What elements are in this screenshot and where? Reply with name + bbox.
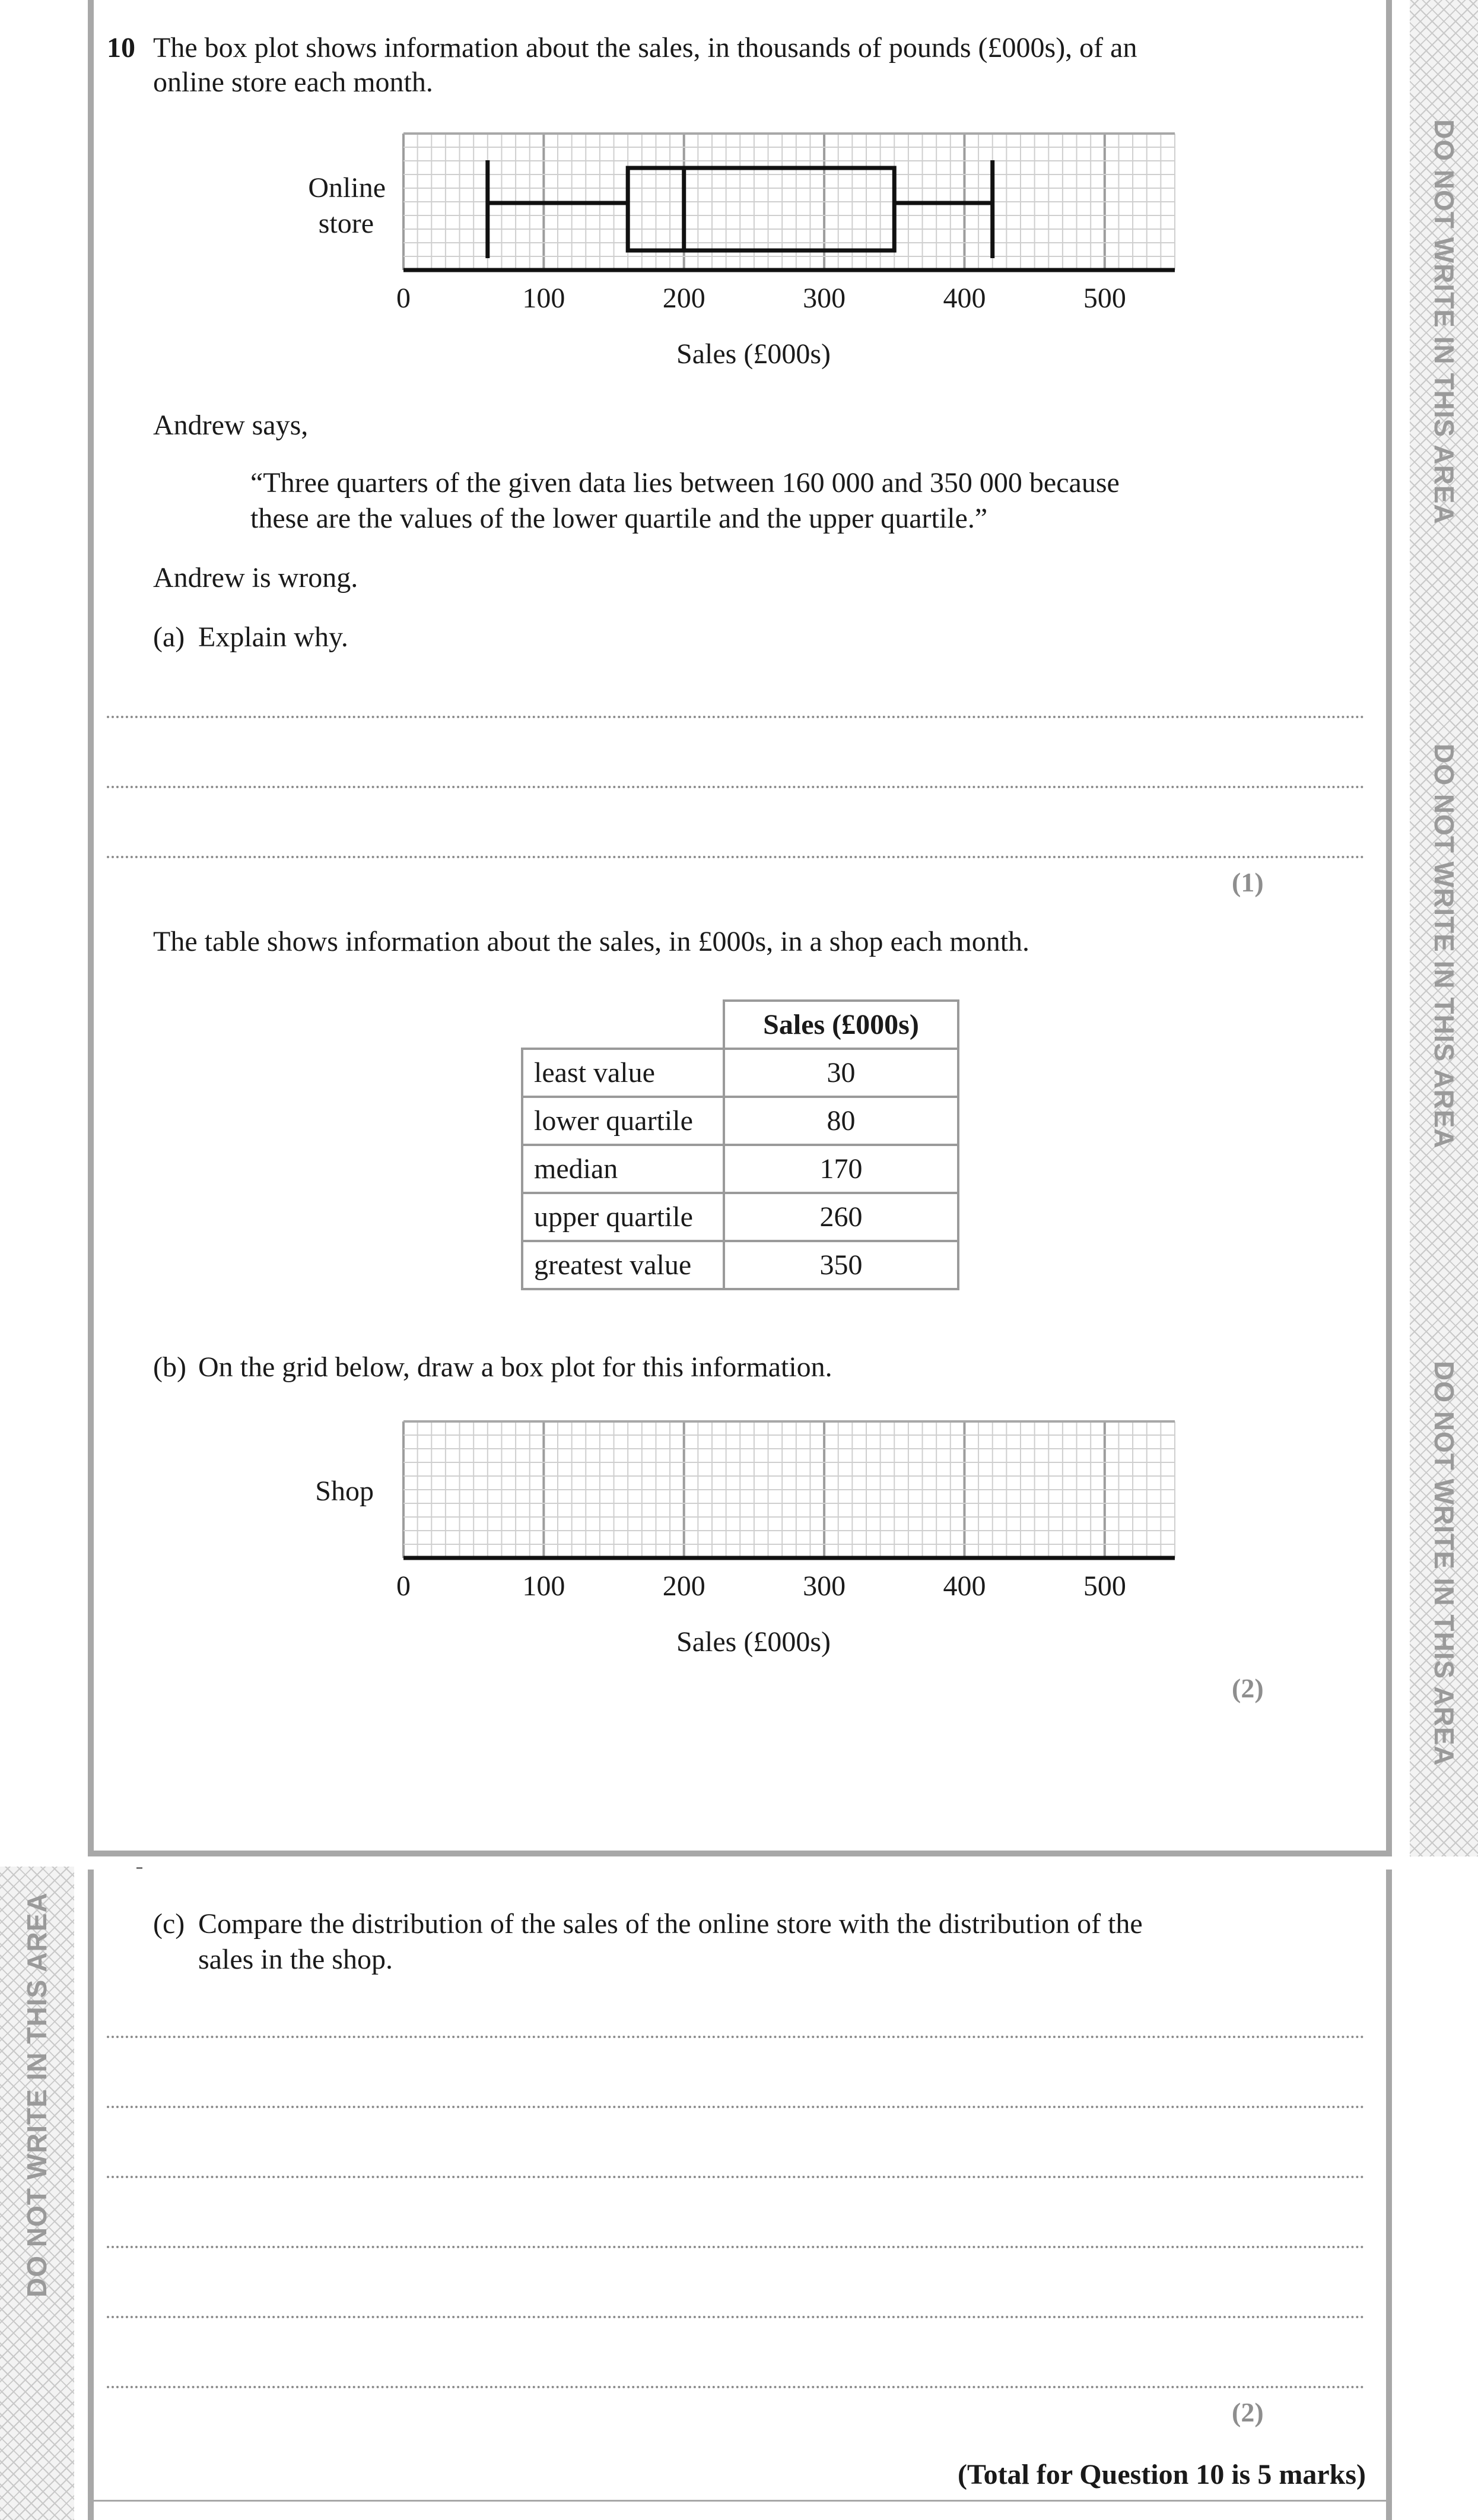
part-a-marks: (1): [1232, 867, 1264, 897]
row-value: 30: [724, 1049, 958, 1097]
andrew-says: Andrew says,: [153, 410, 309, 441]
table-row: [522, 1145, 958, 1193]
page-border-left: [88, 0, 94, 1856]
stray-mark: [136, 1867, 142, 1869]
question-total: (Total for Question 10 is 5 marks): [957, 2459, 1366, 2490]
answer-line[interactable]: [107, 786, 1365, 788]
x-tick-label: 300: [803, 1570, 846, 1602]
row-label: median: [522, 1145, 724, 1193]
table-header-sales: Sales (£000s): [724, 1001, 958, 1049]
table-row: [522, 1193, 958, 1241]
andrew-quote-line2: these are the values of the lower quartile and the upper quartile.”: [250, 503, 988, 534]
answer-line[interactable]: [107, 2176, 1365, 2178]
x-tick-label: 100: [522, 1570, 565, 1602]
answer-line[interactable]: [107, 716, 1365, 718]
part-b-marks: (2): [1232, 1673, 1264, 1703]
part-c-marks: (2): [1232, 2397, 1264, 2427]
x-tick-label: 500: [1083, 1570, 1126, 1602]
answer-line[interactable]: [107, 2106, 1365, 2108]
page-border-right: [1386, 0, 1392, 1856]
row-value: 350: [724, 1241, 958, 1289]
andrew-quote-line1: “Three quarters of the given data lies between 160 000 and 350 000 because: [250, 467, 1120, 499]
x-tick-label: 0: [396, 1570, 411, 1602]
page-border-right-lower: [1386, 1870, 1392, 2520]
margin-warning-text: DO NOT WRITE IN THIS AREA: [1429, 1361, 1460, 1766]
online-plot-label-line1: Online: [308, 172, 386, 204]
shop-answer-grid[interactable]: [392, 1415, 1187, 1570]
answer-line[interactable]: [107, 2386, 1365, 2388]
online-x-axis-label: Sales (£000s): [676, 338, 831, 370]
part-c-line1: Compare the distribution of the sales of the online store with the distribution of the: [198, 1908, 1143, 1940]
table-row: [522, 1241, 958, 1289]
x-tick-label: 0: [396, 283, 411, 314]
page-border-left-lower: [88, 1870, 94, 2520]
x-tick-label: 400: [943, 283, 986, 314]
question-number: 10: [107, 32, 135, 64]
part-a-label: (a): [153, 621, 185, 653]
table-row: [522, 1097, 958, 1145]
part-b-label: (b): [153, 1351, 186, 1383]
shop-sales-table: [521, 999, 959, 1290]
x-tick-label: 300: [803, 283, 846, 314]
shop-x-axis-label: Sales (£000s): [676, 1626, 831, 1658]
part-c-line2: sales in the shop.: [198, 1944, 393, 1975]
online-plot-label-line2: store: [318, 208, 374, 239]
part-b-text: On the grid below, draw a box plot for this information.: [198, 1351, 832, 1383]
iqr-box: [628, 168, 894, 250]
shop-plot-label: Shop: [315, 1475, 374, 1507]
x-tick-label: 400: [943, 1570, 986, 1602]
margin-warning-text: DO NOT WRITE IN THIS AREA: [1429, 119, 1460, 525]
margin-warning-text: DO NOT WRITE IN THIS AREA: [1429, 744, 1460, 1149]
part-a-text: Explain why.: [198, 621, 348, 653]
answer-line[interactable]: [107, 856, 1365, 858]
andrew-wrong: Andrew is wrong.: [153, 562, 358, 593]
row-label: upper quartile: [522, 1193, 724, 1241]
shop-table-intro: The table shows information about the sales, in £000s, in a shop each month.: [153, 926, 1030, 957]
margin-warning-text: DO NOT WRITE IN THIS AREA: [21, 1892, 52, 2297]
row-label: lower quartile: [522, 1097, 724, 1145]
x-tick-label: 200: [662, 1570, 705, 1602]
x-tick-label: 200: [662, 283, 705, 314]
question-intro: The box plot shows information about the sales, in thousands of pounds (£000s), of an online store each month.: [153, 32, 1137, 98]
row-label: least value: [522, 1049, 724, 1097]
part-c-label: (c): [153, 1908, 185, 1940]
answer-line[interactable]: [107, 2246, 1365, 2248]
table-corner: [522, 1001, 724, 1049]
x-tick-label: 100: [522, 283, 565, 314]
row-value: 170: [724, 1145, 958, 1193]
answer-line[interactable]: [107, 2316, 1365, 2318]
row-label: greatest value: [522, 1241, 724, 1289]
total-underline: [94, 2500, 1386, 2502]
page-border-bottom: [88, 1851, 1392, 1856]
row-value: 260: [724, 1193, 958, 1241]
online-box-plot: [392, 128, 1187, 282]
table-row: [522, 1049, 958, 1097]
row-value: 80: [724, 1097, 958, 1145]
answer-line[interactable]: [107, 2036, 1365, 2038]
x-tick-label: 500: [1083, 283, 1126, 314]
